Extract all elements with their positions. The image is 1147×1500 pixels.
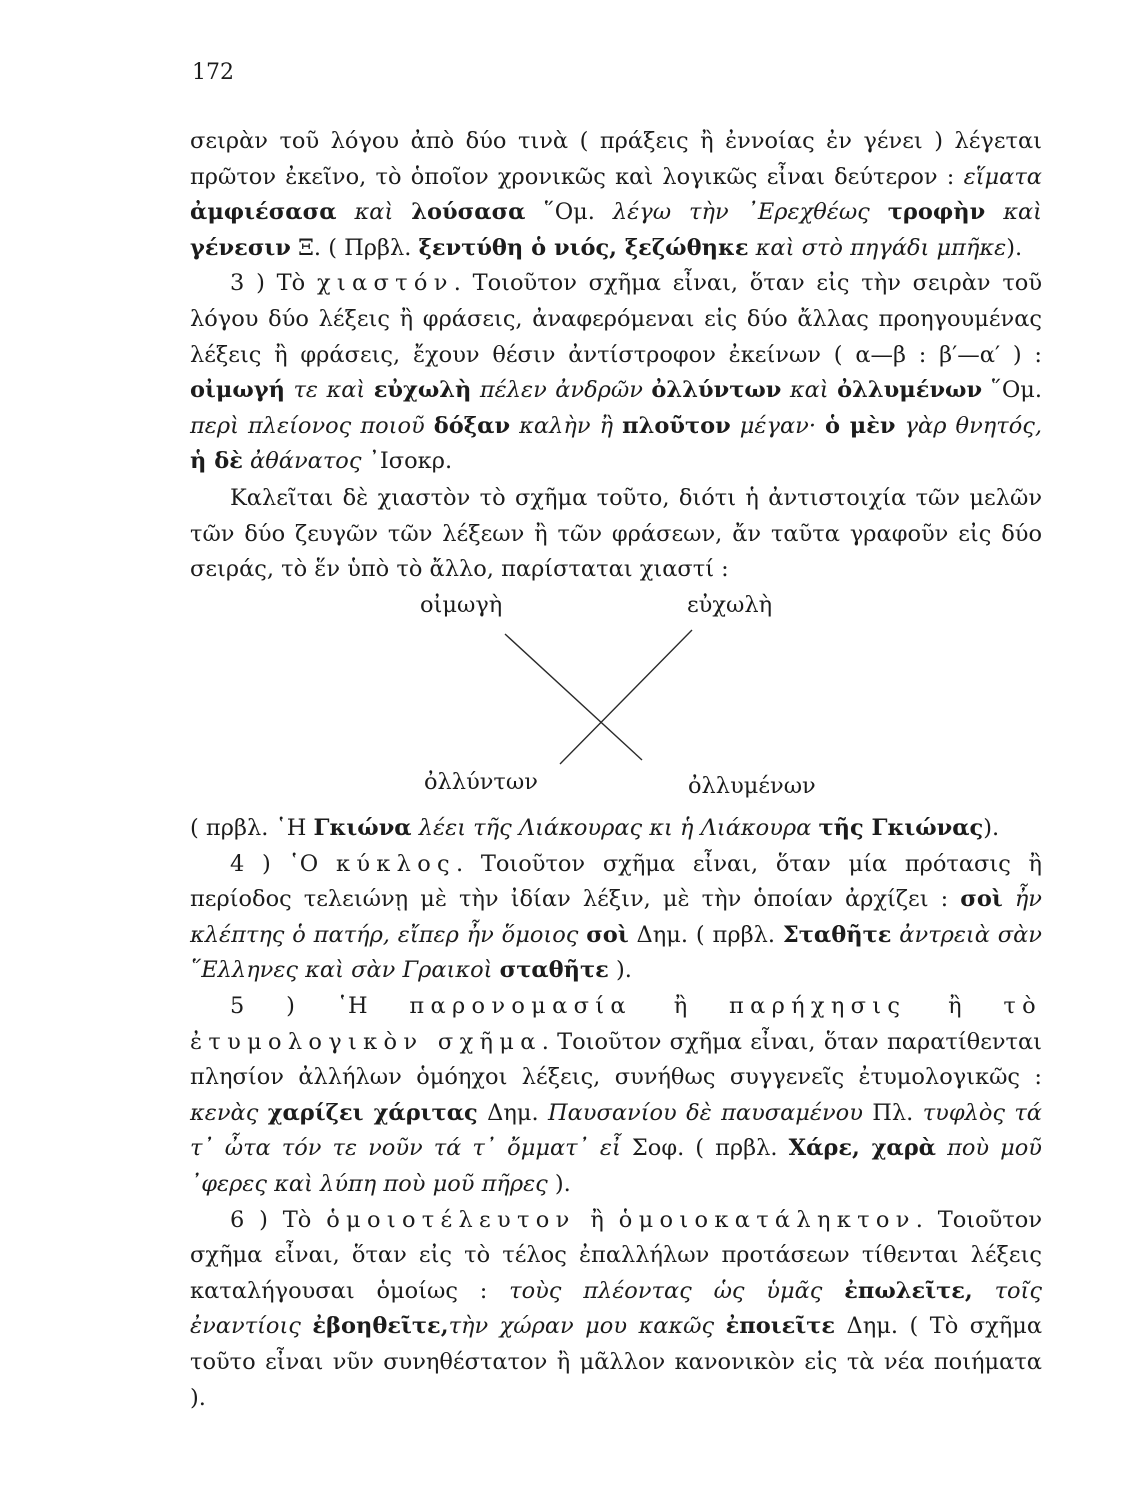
- paragraph-chiasmus-explanation: Καλεῖται δὲ χιαστὸν τὸ σχῆμα τοῦτο, διότι ἡ ἀντιστοιχία τῶν μελῶν τῶν δύο ζευγῶν τῶν λέξεων ἢ τῶν φράσεων, ἄν ταῦτα γραφοῦν εἰς δύο σειράς, τὸ ἕν ὑπὸ τὸ ἄλλο, παρίσταται χιαστί :: [190, 485, 1042, 583]
- paragraph-chiasmus: 3 ) Τὸ χιαστόν. Τοιοῦτον σχῆμα εἶναι, ὅταν εἰς τὴν σειρὰν τοῦ λόγου δύο λέξεις ἢ φράσεις, ἀναφερόμεναι εἰς δύο ἄλλας προηγουμένας λέξεις ἢ φράσεις, ἔχουν θέσιν ἀντίστροφον ἐκείνων ( α—β : β′—α′ ) : οἰμωγή τε καὶ εὐχωλὴ πέλεν ἀνδρῶν ὀλλύντων καὶ ὀλλυμένων ῞Ομ. περὶ πλείονος ποιοῦ δόξαν καλὴν ἢ πλοῦτον μέγαν· ὁ μὲν γὰρ θνητός, ἡ δὲ ἀθάνατος ᾿Ισοκρ.: [190, 270, 1043, 475]
- paragraph-hysteron-proteron-end: σειρὰν τοῦ λόγου ἀπὸ δύο τινὰ ( πράξεις ἢ ἐννοίας ἐν γένει ) λέγεται πρῶτον ἐκεῖνο, τὸ ὁποῖον χρονικῶς καὶ λογικῶς εἶναι δεύτερον : εἵματα ἀμφιέσασα καὶ λούσασα ῞Ομ. λέγω τὴν ᾿Ερεχθέως τροφὴν καὶ γένεσιν Ξ. ( Πρβλ. ξεντύθη ὁ νιός, ξεζώθηκε καὶ στὸ πηγάδι μπῆκε).: [190, 128, 1042, 261]
- text-block-bottom: [190, 811, 1042, 1416]
- diagram-word-bottom-left: ὀλλύντων: [424, 769, 538, 795]
- diagram-word-bottom-right: ὀλλυμένων: [688, 773, 816, 799]
- paragraph-comparison: ( πρβλ. ῾Η Γκιώνα λέει τῆς Λιάκουρας κι ἡ Λιάκουρα τῆς Γκιώνας).: [190, 815, 1000, 841]
- paragraph-kyklos: 4 ) ῾Ο κύκλος. Τοιοῦτον σχῆμα εἶναι, ὅταν μία πρότασις ἢ περίοδος τελειώνῃ μὲ τὴν ἰδίαν λέξιν, μὲ τὴν ὁποίαν ἀρχίζει : σοὶ ἦν κλέπτης ὁ πατήρ, εἴπερ ἦν ὅμοιος σοὶ Δημ. ( πρβλ. Σταθῆτε ἀντρειὰ σὰν ῞Ελληνες καὶ σὰν Γραικοὶ σταθῆτε ).: [190, 850, 1043, 984]
- cross-line-descending: [505, 634, 642, 760]
- diagram-word-top-left: οἰμωγὴ: [420, 592, 503, 618]
- cross-line-ascending: [560, 630, 692, 764]
- text-block-top: [190, 124, 1042, 480]
- paragraph-paronomasia: 5 ) ῾Η παρονομασία ἢ παρήχησις ἢ τὸ ἐτυμολογικὸν σχῆμα. Τοιοῦτον σχῆμα εἶναι, ὅταν παρατίθενται πλησίον ἀλλήλων ὁμόηχοι λέξεις, συνήθως συγγενεῖς ἐτυμολογικῶς : κενὰς χαρίζει χάριτας Δημ. Παυσανίου δὲ παυσαμένου Πλ. τυφλὸς τά τ᾿ ὦτα τόν τε νοῦν τά τ᾿ ὄμματ᾿ εἶ Σοφ. ( πρβλ. Χάρε, χαρὰ ποὺ μοῦ ᾿φερες καὶ λύπη ποὺ μοῦ πῆρες ).: [190, 992, 1043, 1197]
- paragraph-homoioteleuton: 6 ) Τὸ ὁμοιοτέλευτον ἢ ὁμοιοκατάληκτον. Τοιοῦτον σχῆμα εἶναι, ὅταν εἰς τὸ τέλος ἐπαλλήλων προτάσεων τίθενται λέξεις καταλήγουσαι ὁμοίως : τοὺς πλέοντας ὡς ὑμᾶς ἐπωλεῖτε, τοῖς ἐναντίοις ἐβοηθεῖτε,τὴν χώραν μου κακῶς ἐποιεῖτε Δημ. ( Τὸ σχῆμα τοῦτο εἶναι νῦν συνηθέστατον ἢ μᾶλλον κανονικὸν εἰς τὰ νέα ποιήματα ).: [190, 1206, 1043, 1411]
- page-number: 172: [192, 60, 234, 85]
- diagram-word-top-right: εὐχωλὴ: [687, 592, 773, 618]
- chiasmus-diagram: [380, 592, 840, 802]
- text-block-middle: [190, 481, 1042, 588]
